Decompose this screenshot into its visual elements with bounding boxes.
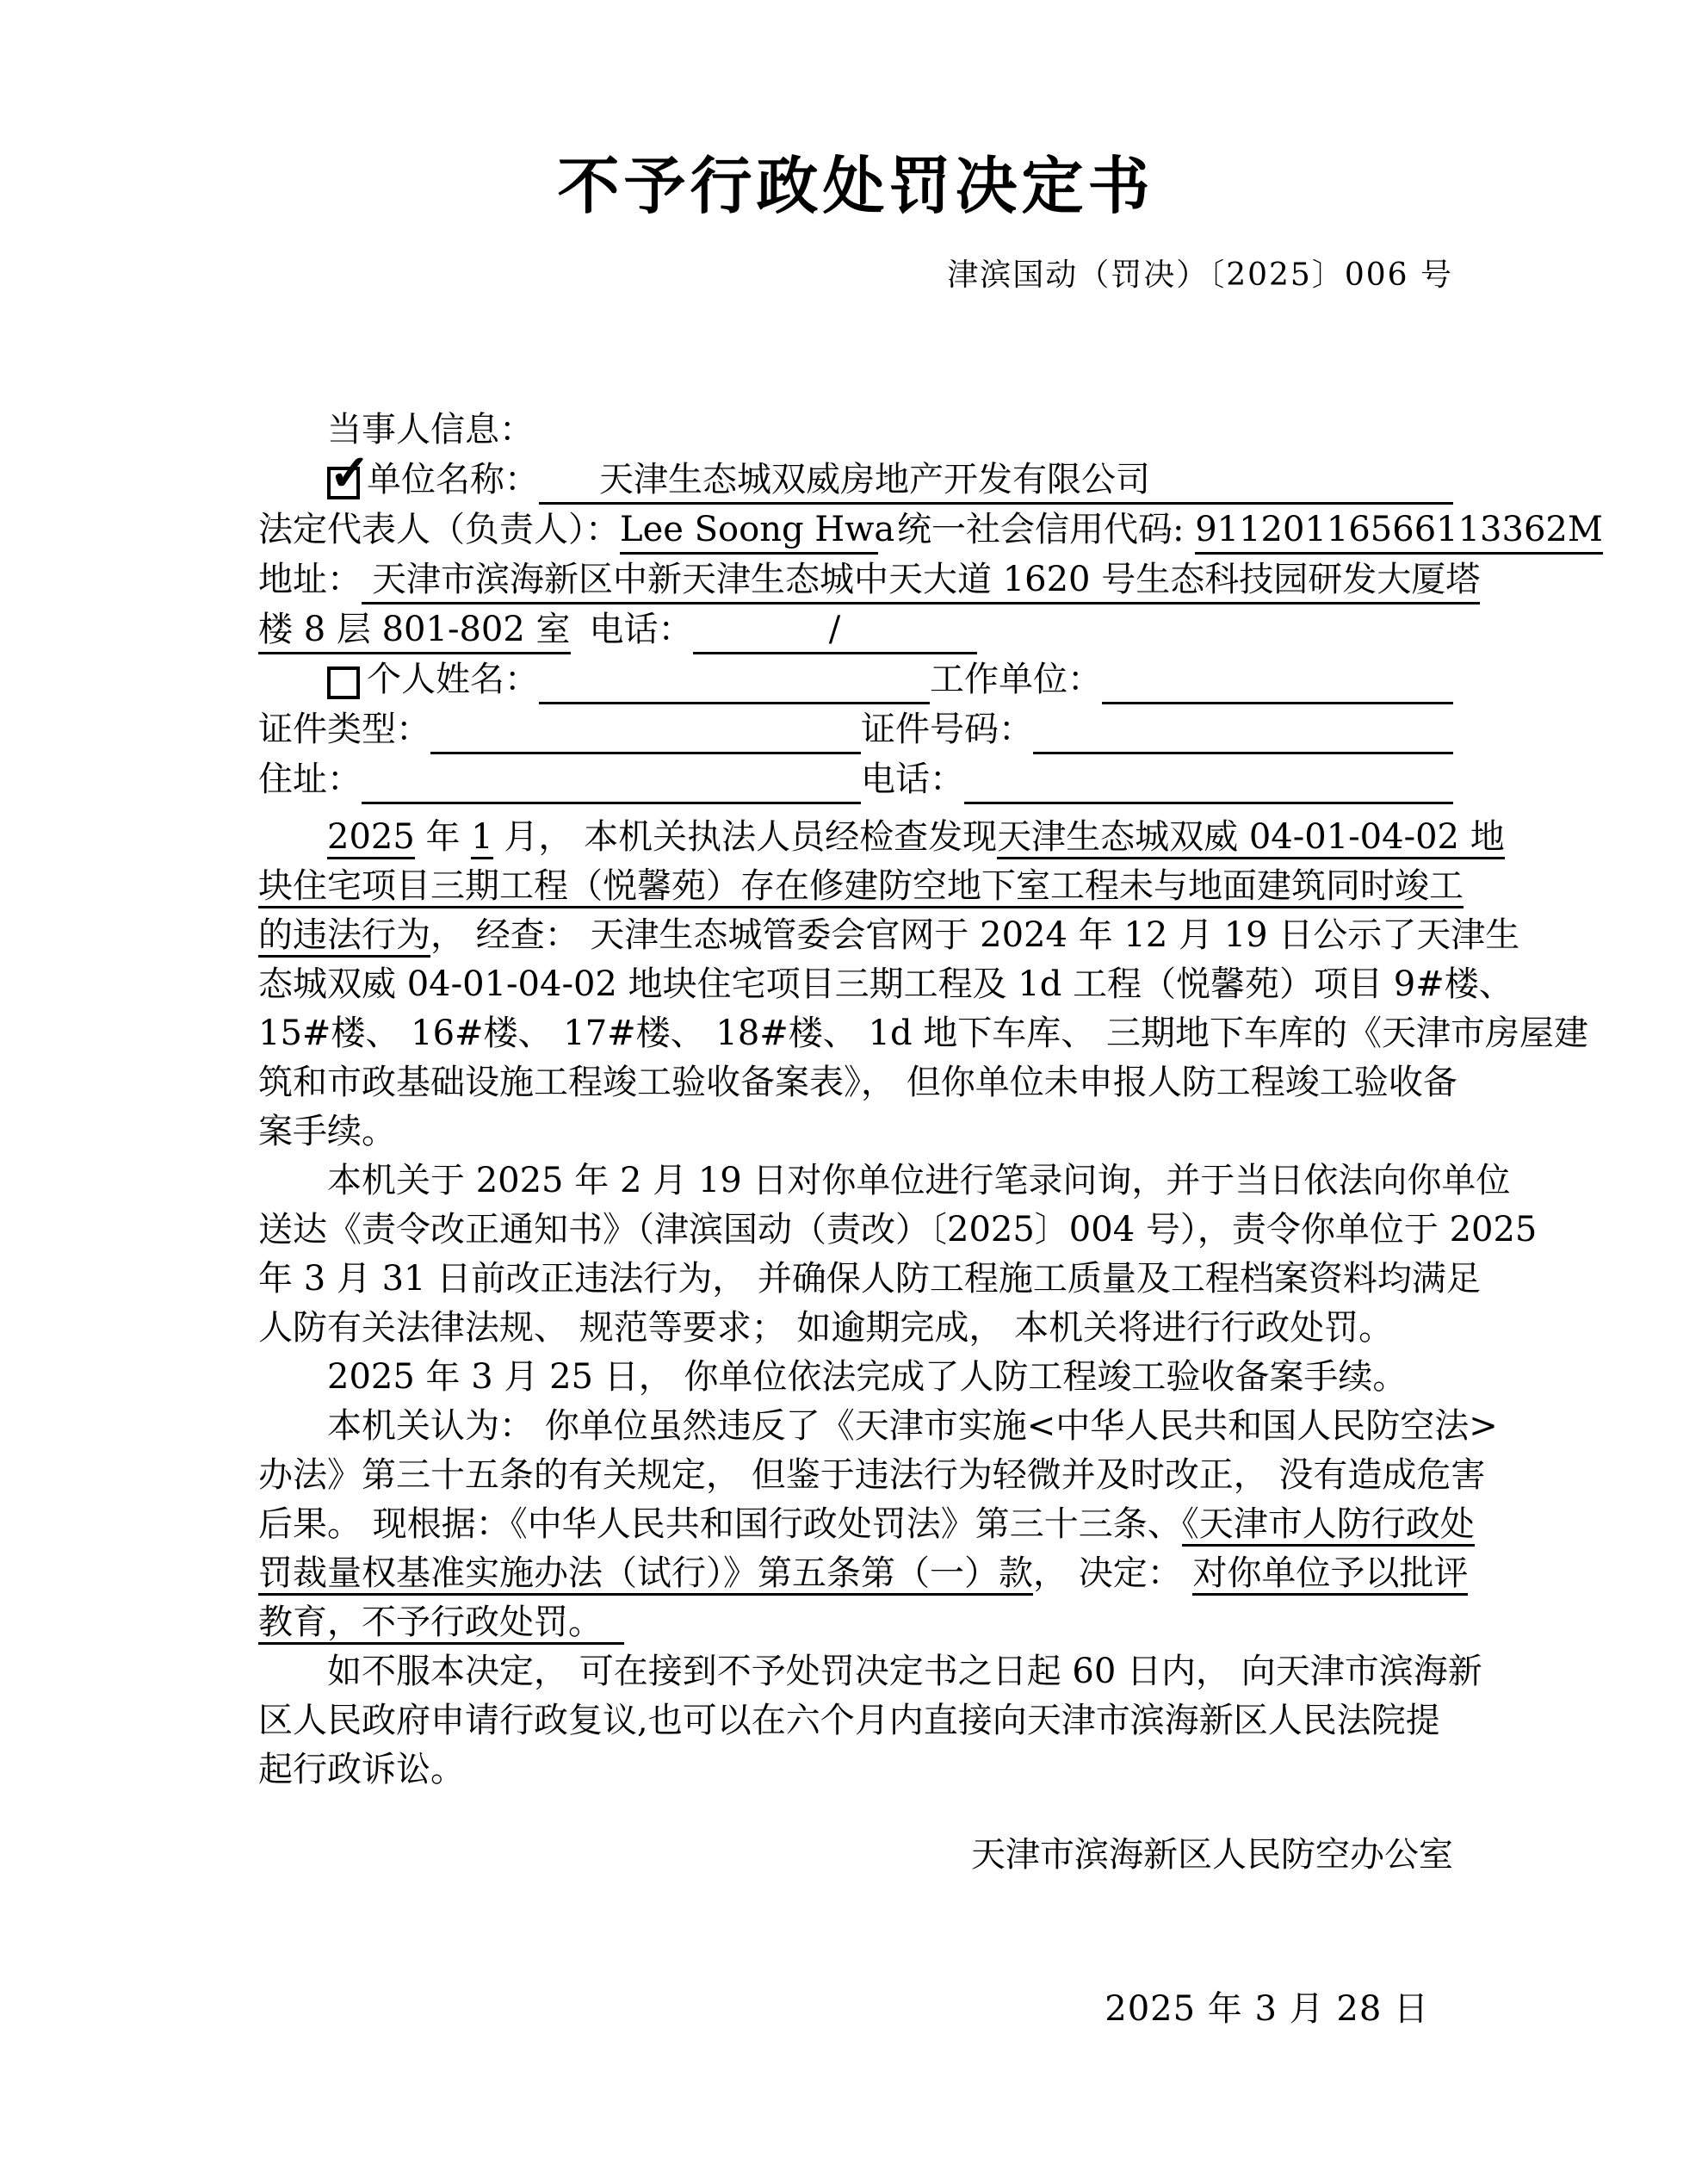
body-text: ， 经查： 天津生态城管委会官网于 2024 年 12 月 19 日公示了天津生 (430, 915, 1520, 955)
body-line (258, 1549, 1469, 1598)
legal-rep-field (620, 505, 895, 555)
document-title: 不予行政处罚决定书 (557, 149, 1154, 222)
person-name-col (258, 654, 930, 704)
legal-rep-label: 法定代表人（负责人）： (258, 510, 620, 549)
id-type-field (430, 704, 861, 754)
body-line (258, 1451, 1486, 1500)
work-unit-col (930, 654, 1453, 704)
person-phone-field (964, 754, 1453, 804)
body-line (258, 1058, 1457, 1107)
body-text: 人防有关法律法规、 规范等要求； 如逾期完成， 本机关将进行行政处罚。 (258, 1308, 1394, 1348)
party-info-heading: 当事人信息： (327, 410, 534, 450)
person-name-label: 个人姓名： (367, 660, 539, 699)
body-line (258, 1500, 1475, 1549)
body-text: 起行政诉讼。 (258, 1750, 465, 1789)
credit-code-label: 统一社会信用代码: (897, 510, 1196, 549)
body-line (258, 1598, 1453, 1647)
issue-date: 2025 年 3 月 28 日 (1105, 1989, 1429, 2029)
id-number-col (861, 704, 1453, 754)
unit-name-field (539, 455, 1453, 505)
body-text: 态城双威 04-01-04-02 地块住宅项目三期工程及 1d 工程（悦馨苑）项目 9#楼、 (258, 964, 1513, 1004)
body-line (258, 1255, 1481, 1304)
document-number: 津滨国动（罚决）〔2025〕006 号 (947, 257, 1453, 293)
id-number-field (1033, 704, 1453, 754)
body-line (258, 911, 1520, 960)
unit-phone-label: 电话： (589, 610, 693, 649)
underlined-text: 罚裁量权基准实施办法（试行）》第五条第（一）款 (258, 1553, 1033, 1596)
underlined-text: 1 (471, 817, 492, 859)
body-line (258, 1353, 1453, 1402)
body-line (258, 1696, 1453, 1745)
person-phone-col (861, 754, 1453, 804)
body-line (258, 1647, 1482, 1696)
body-text: 本机关认为： 你单位虽然违反了《天津市实施<中华人民共和国人民防空法> (327, 1406, 1498, 1446)
residence-field (362, 754, 861, 804)
person-name-field (539, 654, 930, 704)
body-text: 本机关于 2025 年 2 月 19 日对你单位进行笔录问询，并于当日依法向你单位 (327, 1161, 1511, 1200)
body-text: ， 决定： (1033, 1553, 1193, 1593)
person-phone-label: 电话： (861, 760, 964, 799)
address-row (258, 555, 1481, 604)
body-text: 2025 年 3 月 25 日， 你单位依法完成了人防工程竣工验收备案手续。 (327, 1357, 1408, 1397)
work-unit-field (1102, 654, 1453, 704)
work-unit-label: 工作单位： (930, 660, 1102, 699)
address-continued-row (258, 604, 1453, 654)
body-line (258, 1402, 1498, 1451)
body-line (258, 1107, 1453, 1156)
body-line (258, 1304, 1453, 1353)
body-line (258, 960, 1513, 1009)
body-text: 送达《责令改正通知书》（津滨国动（责改）〔2025〕004 号），责令你单位于 2025 (258, 1210, 1538, 1249)
unit-name-label: 单位名称： (367, 460, 539, 499)
residence-col (258, 754, 861, 804)
underlined-text: 对你单位予以批评 (1192, 1553, 1468, 1596)
person-checkbox-unchecked (327, 666, 360, 699)
body-text: 办法》第三十五条的有关规定， 但鉴于违法行为轻微并及时改正， 没有造成危害 (258, 1455, 1486, 1495)
issuing-authority: 天津市滨海新区人民防空办公室 (971, 1835, 1453, 1875)
underlined-text: 2025 (327, 817, 415, 859)
body-line (258, 1156, 1511, 1206)
unit-checkbox-checked (327, 443, 371, 502)
body-line (258, 813, 1505, 862)
body-line (258, 1206, 1538, 1255)
legal-rep-row (258, 505, 1603, 555)
underlined-text: 的违法行为 (258, 915, 430, 958)
credit-code-value: 91120116566113362M (1195, 510, 1603, 549)
body-paragraphs (258, 813, 1588, 1795)
party-info-heading-row (258, 405, 1453, 455)
spacer (571, 604, 590, 654)
body-line (258, 1009, 1588, 1058)
body-text: 年 3 月 31 日前改正违法行为， 并确保人防工程施工质量及工程档案资料均满足 (258, 1259, 1481, 1299)
unit-name-value: 天津生态城双威房地产开发有限公司 (599, 460, 1150, 499)
body-line (258, 1745, 1453, 1795)
address-label: 地址： (258, 560, 362, 599)
underlined-text: 块住宅项目三期工程（悦馨苑）存在修建防空地下室工程未与地面建筑同时竣工 (258, 866, 1464, 908)
body-text: 月， 本机关执法人员经检查发现 (492, 817, 998, 857)
unit-name-row (258, 443, 1453, 505)
body-text: 案手续。 (258, 1112, 396, 1151)
body-text: 如不服本决定， 可在接到不予处罚决定书之日起 60 日内， 向天津市滨海新 (327, 1652, 1482, 1691)
underlined-text: 教育，不予行政处罚。 (258, 1603, 624, 1645)
id-type-col (258, 704, 861, 754)
body-text: 筑和市政基础设施工程竣工验收备案表》， 但你单位未申报人防工程竣工验收备 (258, 1063, 1457, 1102)
body-line (258, 862, 1464, 911)
body-text: 15#楼、 16#楼、 17#楼、 18#楼、 1d 地下车库、 三期地下车库的《天津市房屋建 (258, 1014, 1588, 1053)
underlined-text: 天津生态城双威 04-01-04-02 地 (997, 817, 1505, 859)
address-value-line1: 天津市滨海新区中新天津生态城中天大道 1620 号生态科技园研发大厦塔 (372, 560, 1481, 599)
id-number-label: 证件号码： (861, 710, 1033, 749)
residence-label: 住址： (258, 760, 362, 799)
unit-phone-value: / (828, 610, 841, 649)
body-text: 年 (414, 817, 472, 857)
id-type-label: 证件类型： (258, 710, 430, 749)
spacer (878, 505, 897, 555)
body-text: 后果。 现根据：《中华人民共和国行政处罚法》第三十三条、 (258, 1504, 1182, 1544)
address-value-line2: 楼 8 层 801-802 室 (258, 604, 571, 654)
body-text: 区人民政府申请行政复议,也可以在六个月内直接向天津市滨海新区人民法院提 (258, 1701, 1440, 1740)
person-name-row (258, 654, 1453, 704)
underlined-text: 《天津市人防行政处 (1182, 1504, 1475, 1547)
id-type-row (258, 704, 1453, 754)
residence-row (258, 754, 1453, 804)
unit-phone-field (693, 604, 977, 654)
credit-code-field (1195, 505, 1603, 555)
legal-rep-value: Lee Soong Hwa (620, 510, 895, 549)
party-info-section (258, 405, 1603, 804)
check-icon: ✓ (329, 443, 371, 502)
address-field (362, 555, 1480, 604)
